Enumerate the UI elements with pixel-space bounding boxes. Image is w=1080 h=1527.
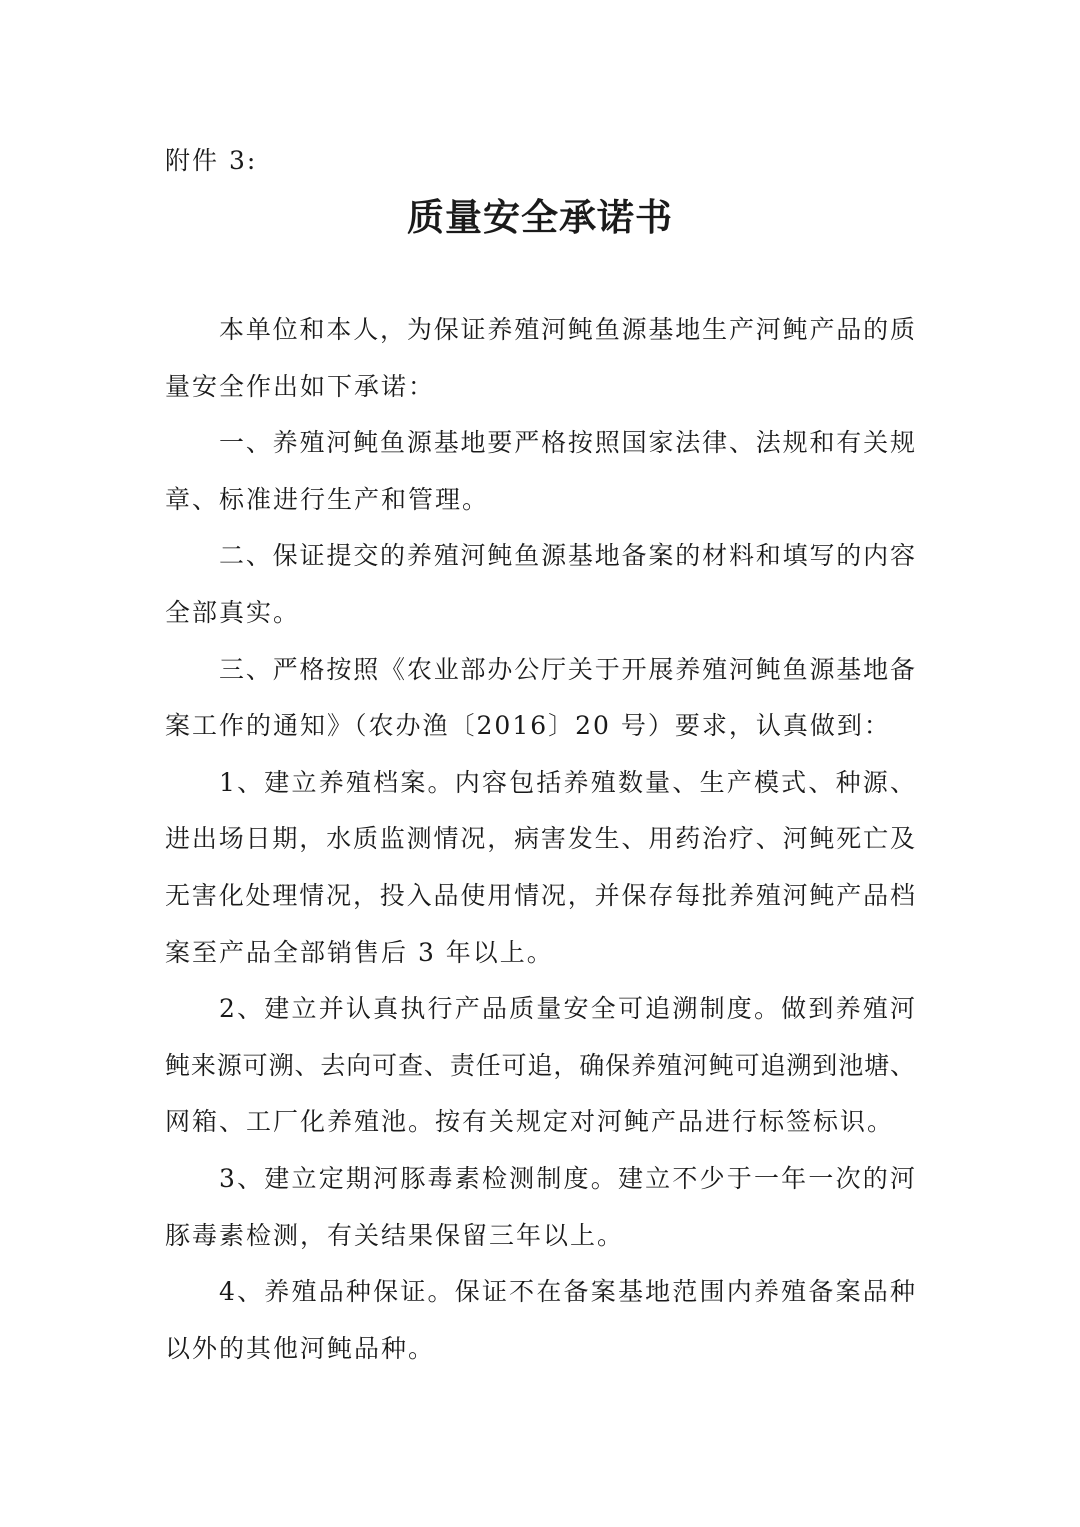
document-title: 质量安全承诺书 — [407, 195, 673, 239]
paragraph-line: 章、标准进行生产和管理。 — [165, 484, 490, 514]
paragraph-line: 量安全作出如下承诺： — [165, 371, 436, 401]
paragraph-line: 鲀来源可溯、去向可查、责任可追，确保养殖河鲀可追溯到池塘、 — [165, 1050, 915, 1080]
paragraph-line: 豚毒素检测，有关结果保留三年以上。 — [165, 1220, 625, 1250]
paragraph-line: 1、建立养殖档案。内容包括养殖数量、生产模式、种源、 — [219, 767, 915, 797]
paragraph — [165, 1264, 915, 1377]
paragraph-line: 本单位和本人，为保证养殖河鲀鱼源基地生产河鲀产品的质 — [219, 315, 915, 344]
paragraph — [165, 415, 915, 528]
paragraph-line: 网箱、工厂化养殖池。按有关规定对河鲀产品进行标签标识。 — [165, 1107, 895, 1137]
paragraph-line: 全部真实。 — [165, 597, 301, 627]
document-body — [165, 302, 915, 1377]
paragraph-line: 3、建立定期河豚毒素检测制度。建立不少于一年一次的河 — [219, 1163, 915, 1193]
paragraph-line: 案工作的通知》（农办渔〔2016〕20 号）要求，认真做到： — [165, 711, 891, 741]
paragraph — [165, 981, 915, 1151]
paragraph-line: 三、严格按照《农业部办公厅关于开展养殖河鲀鱼源基地备 — [219, 654, 915, 684]
paragraph-line: 无害化处理情况，投入品使用情况，并保存每批养殖河鲀产品档 — [165, 880, 915, 910]
paragraph-line: 一、养殖河鲀鱼源基地要严格按照国家法律、法规和有关规 — [219, 428, 915, 458]
paragraph-line: 进出场日期，水质监测情况，病害发生、用药治疗、河鲀死亡及 — [165, 824, 915, 854]
paragraph — [165, 528, 915, 641]
paragraph-line: 4、养殖品种保证。保证不在备案基地范围内养殖备案品种 — [219, 1277, 915, 1307]
paragraph — [165, 1151, 915, 1264]
paragraph-line: 以外的其他河鲀品种。 — [165, 1333, 436, 1363]
paragraph-line: 二、保证提交的养殖河鲀鱼源基地备案的材料和填写的内容 — [219, 541, 915, 571]
paragraph — [165, 642, 915, 755]
paragraph — [165, 755, 915, 981]
attachment-label: 附件 3: — [165, 146, 258, 175]
paragraph-line: 2、建立并认真执行产品质量安全可追溯制度。做到养殖河 — [219, 994, 915, 1024]
paragraph-line: 案至产品全部销售后 3 年以上。 — [165, 937, 554, 967]
paragraph — [165, 302, 915, 415]
